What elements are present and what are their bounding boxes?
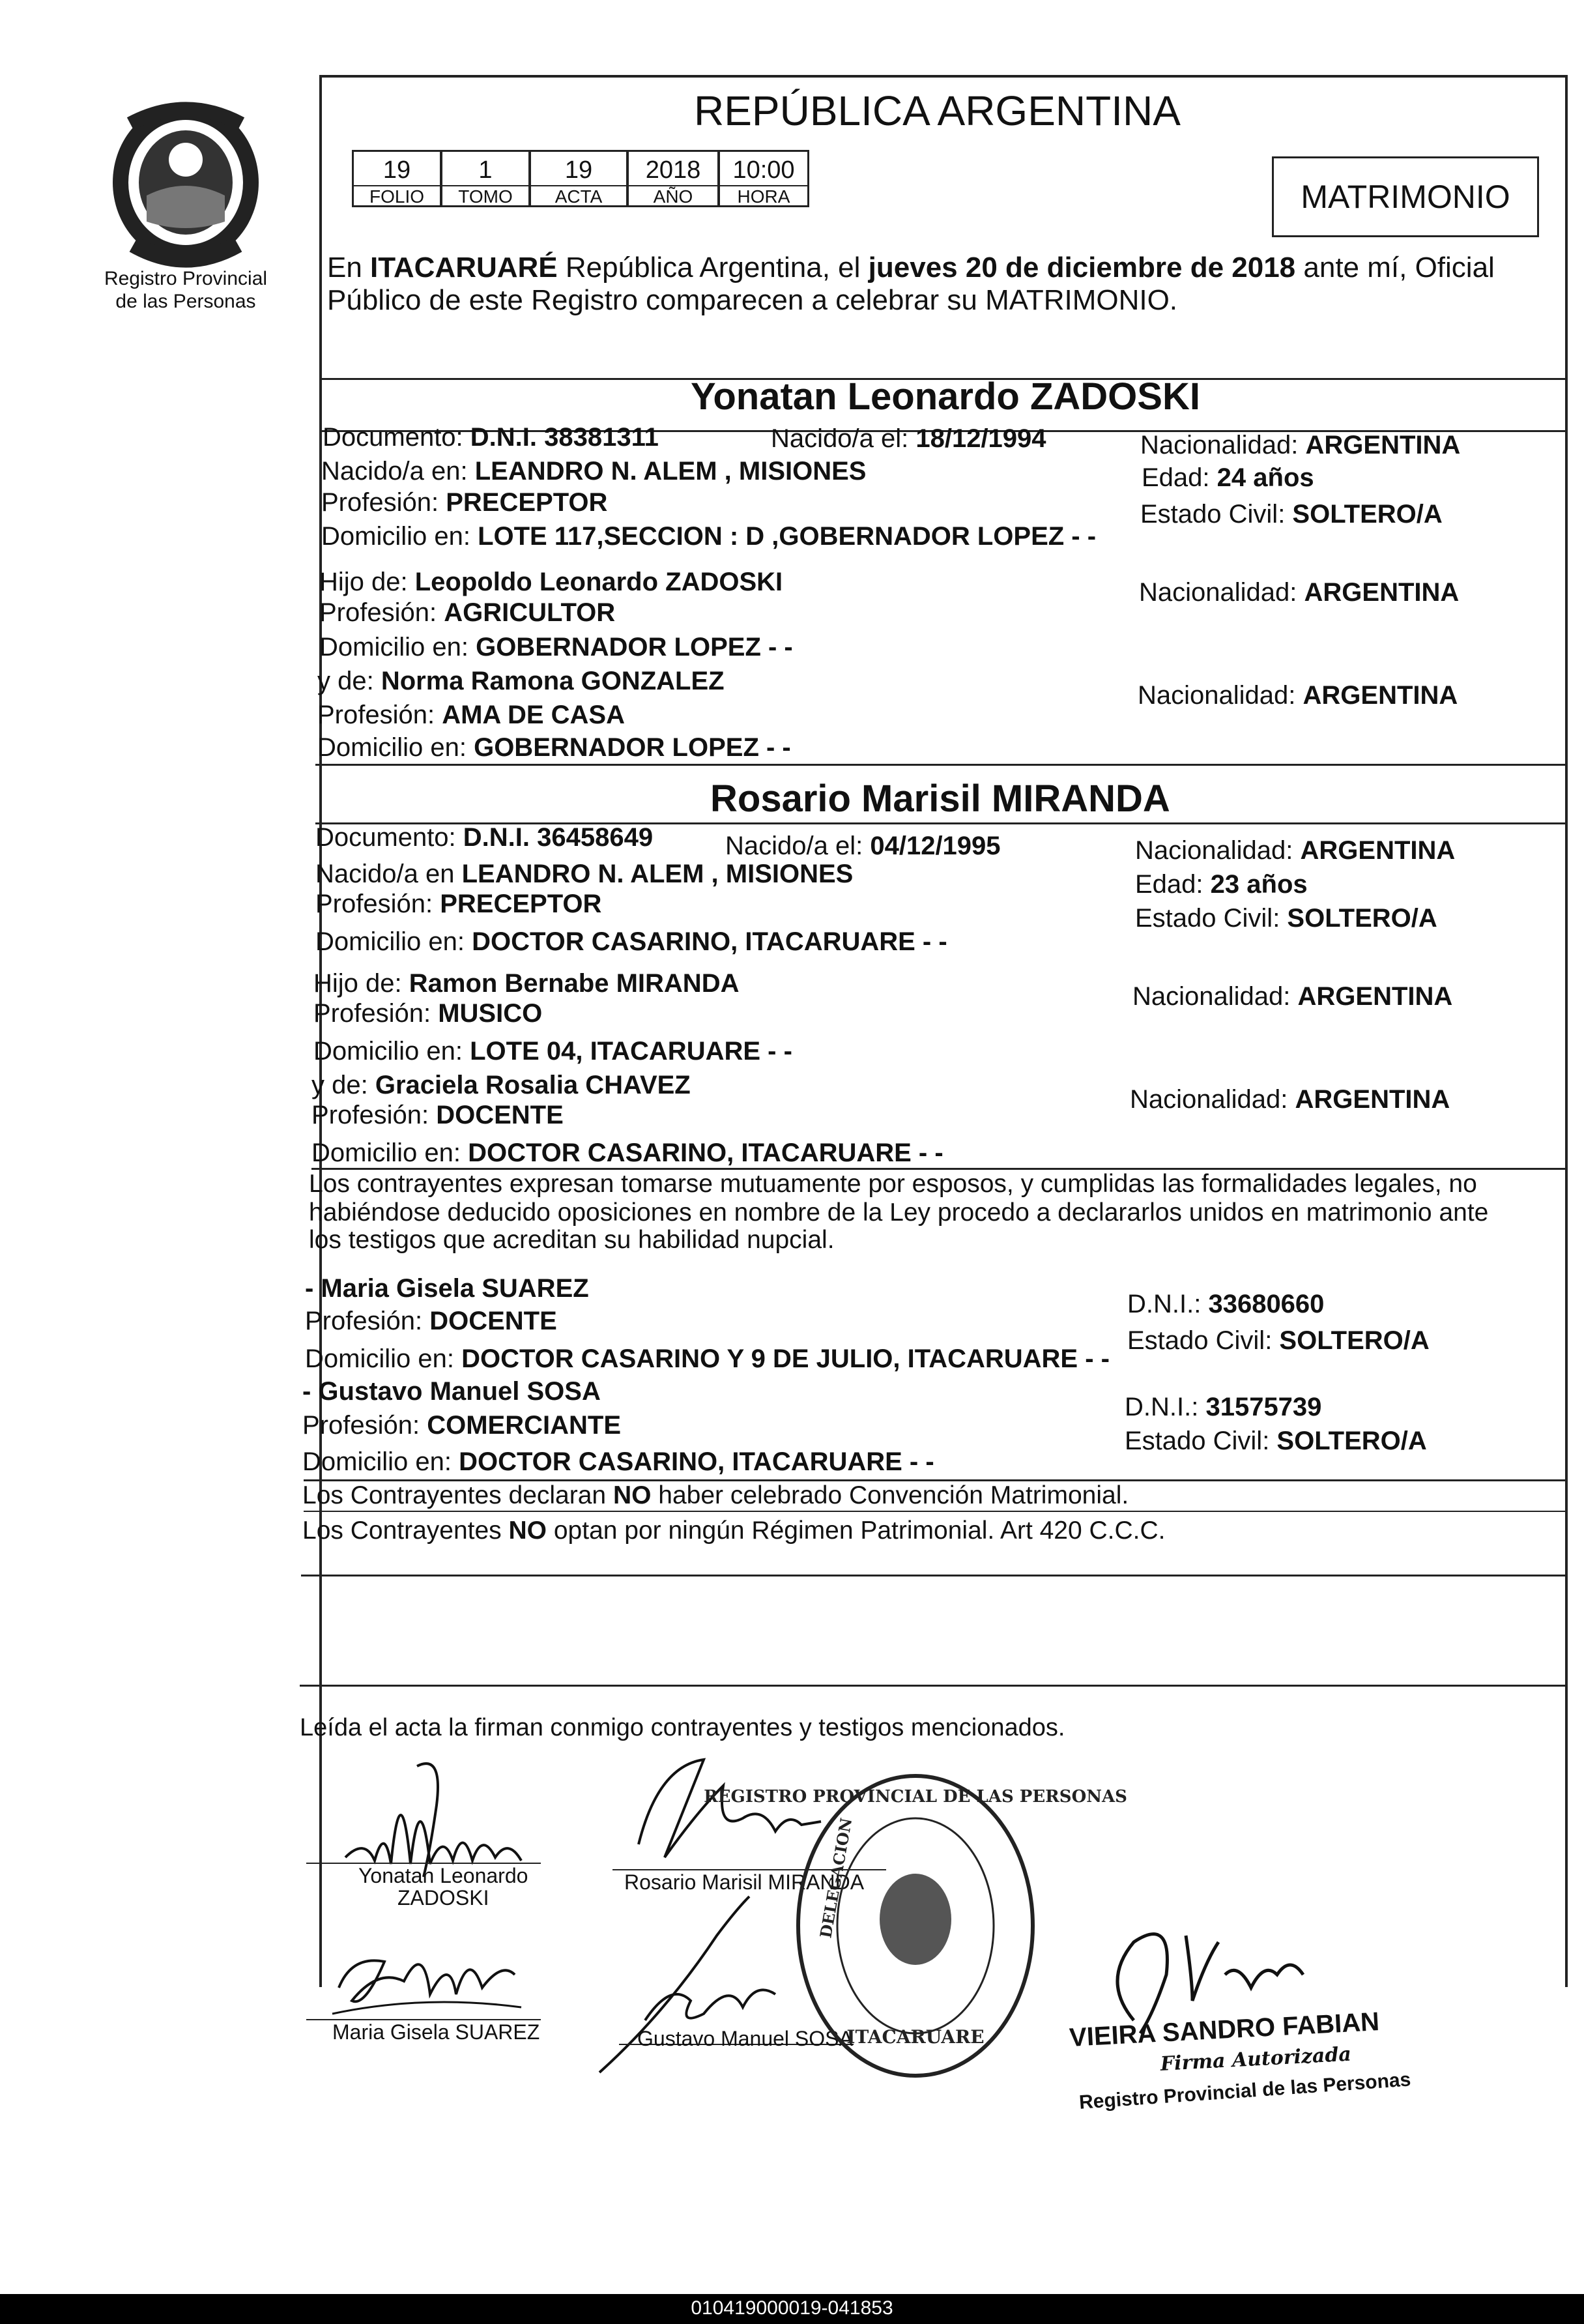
witness-1-name: - Maria Gisela SUAREZ (305, 1274, 589, 1303)
act-type-label: MATRIMONIO (1301, 179, 1510, 215)
intro-city: ITACARUARÉ (370, 252, 558, 283)
declaration-line-2: habiéndose deducido oposiciones en nombre de la Ley procedo a declararlos unidos en matrimonio ante (309, 1198, 1489, 1227)
hora-value: 10:00 (732, 156, 795, 184)
stamp-text: REGISTRO PROVINCIAL DE LAS PERSONAS (704, 1787, 1127, 1807)
registry-label-line1: Registro Provincial (104, 268, 268, 289)
groom-profession: Profesión: PRECEPTOR (321, 488, 608, 517)
signature-witness-1-label: Maria Gisela SUAREZ (332, 2020, 540, 2044)
groom-name: Yonatan Leonardo ZADOSKI (691, 375, 1200, 418)
tomo-label: TOMO (440, 185, 530, 207)
provincial-seal (98, 98, 274, 287)
signature-bride-label: Rosario Marisil MIRANDA (624, 1870, 865, 1894)
bride-mother-nationality: Nacionalidad: ARGENTINA (1130, 1085, 1450, 1114)
intro-line-1: En ITACARUARÉ República Argentina, el jueves 20 de diciembre de 2018 ante mí, Oficial (327, 252, 1495, 283)
official-title: Firma Autorizada (1160, 2042, 1352, 2076)
groom-nationality: Nacionalidad: ARGENTINA (1140, 431, 1461, 459)
convention-line-2: Los Contrayentes NO optan por ningún Régimen Patrimonial. Art 420 C.C.C. (302, 1517, 1166, 1545)
witness-2-name: - Gustavo Manuel SOSA (302, 1377, 601, 1406)
groom-father-nationality: Nacionalidad: ARGENTINA (1139, 578, 1460, 607)
signature-groom-label-1: Yonatan Leonardo (358, 1864, 528, 1887)
witness-1-domicile: Domicilio en: DOCTOR CASARINO Y 9 DE JULIO, ITACARUARE - - (305, 1344, 1110, 1373)
convention-line-1: Los Contrayentes declaran NO haber celebrado Convención Matrimonial. (302, 1481, 1129, 1509)
bride-domicile: Domicilio en: DOCTOR CASARINO, ITACARUARE - - (315, 927, 947, 956)
bride-mother-profession: Profesión: DOCENTE (311, 1101, 564, 1129)
witness-2-civil-status: Estado Civil: SOLTERO/A (1125, 1427, 1427, 1455)
registry-label-line2: de las Personas (115, 291, 256, 312)
barcode-number: 010419000019-041853 (691, 2297, 893, 2319)
signature-groom-label-2: ZADOSKI (397, 1886, 489, 1910)
groom-birthdate: Nacido/a el: 18/12/1994 (771, 424, 1046, 453)
bride-father-nationality: Nacionalidad: ARGENTINA (1132, 982, 1453, 1011)
acta-value: 19 (564, 156, 593, 184)
folio-label: FOLIO (352, 185, 442, 207)
footer-bar (0, 2294, 1584, 2324)
witness-1-dni: D.N.I.: 33680660 (1127, 1290, 1325, 1318)
bride-profession: Profesión: PRECEPTOR (315, 890, 602, 918)
intro-date: jueves 20 de diciembre de 2018 (868, 252, 1296, 283)
groom-father-profession: Profesión: AGRICULTOR (319, 598, 616, 627)
act-type-box (1272, 156, 1539, 237)
bride-mother-domicile: Domicilio en: DOCTOR CASARINO, ITACARUARE - - (311, 1139, 943, 1167)
official-name: VIEIRA SANDRO FABIAN (1069, 2007, 1380, 2052)
ano-label: AÑO (627, 185, 719, 207)
groom-document: Documento: D.N.I. 38381311 (323, 423, 659, 452)
tomo-value: 1 (478, 156, 493, 184)
ano-value: 2018 (645, 156, 701, 184)
bride-father-domicile: Domicilio en: LOTE 04, ITACARUARE - - (313, 1037, 792, 1066)
folio-value: 19 (382, 156, 411, 184)
bride-father-profession: Profesión: MUSICO (313, 999, 543, 1028)
declaration-line-1: Los contrayentes expresan tomarse mutuamente por esposos, y cumplidas las formalidades legales, no (309, 1170, 1477, 1198)
bride-father: Hijo de: Ramon Bernabe MIRANDA (313, 969, 740, 998)
groom-mother: y de: Norma Ramona GONZALEZ (317, 667, 725, 695)
witness-2-profession: Profesión: COMERCIANTE (302, 1411, 621, 1440)
witness-1-profession: Profesión: DOCENTE (305, 1307, 557, 1335)
groom-mother-domicile: Domicilio en: GOBERNADOR LOPEZ - - (317, 733, 791, 762)
witness-1-civil-status: Estado Civil: SOLTERO/A (1127, 1326, 1430, 1355)
hora-label: HORA (718, 185, 809, 207)
bride-document: Documento: D.N.I. 36458649 (315, 823, 654, 852)
groom-domicile: Domicilio en: LOTE 117,SECCION : D ,GOBERNADOR LOPEZ - - (321, 522, 1097, 551)
groom-mother-profession: Profesión: AMA DE CASA (317, 701, 625, 729)
groom-age: Edad: 24 años (1142, 463, 1314, 492)
signature-witness-2-label: Gustavo Manuel SOSA (637, 2027, 853, 2050)
groom-birthplace: Nacido/a en: LEANDRO N. ALEM , MISIONES (321, 457, 867, 486)
official-registry: Registro Provincial de las Personas (1078, 2069, 1412, 2113)
bride-mother: y de: Graciela Rosalia CHAVEZ (311, 1071, 691, 1099)
bride-civil-status: Estado Civil: SOLTERO/A (1135, 904, 1437, 933)
groom-father-domicile: Domicilio en: GOBERNADOR LOPEZ - - (319, 633, 793, 661)
bride-birthplace: Nacido/a en LEANDRO N. ALEM , MISIONES (315, 860, 854, 888)
groom-father: Hijo de: Leopoldo Leonardo ZADOSKI (319, 568, 783, 596)
groom-mother-nationality: Nacionalidad: ARGENTINA (1138, 681, 1458, 710)
bride-nationality: Nacionalidad: ARGENTINA (1135, 836, 1456, 865)
bride-birthdate: Nacido/a el: 04/12/1995 (725, 832, 1001, 860)
groom-civil-status: Estado Civil: SOLTERO/A (1140, 500, 1443, 529)
declaration-line-3: los testigos que acreditan su habilidad nupcial. (309, 1226, 835, 1254)
witness-2-dni: D.N.I.: 31575739 (1125, 1393, 1322, 1421)
bride-name: Rosario Marisil MIRANDA (710, 777, 1170, 820)
intro-line-2: Público de este Registro comparecen a celebrar su MATRIMONIO. (327, 284, 1178, 316)
acta-label: ACTA (529, 185, 628, 207)
witness-2-domicile: Domicilio en: DOCTOR CASARINO, ITACARUARE - - (302, 1447, 934, 1476)
stamp-city: ITACARUARE (846, 2026, 985, 2048)
country-title: REPÚBLICA ARGENTINA (694, 87, 1181, 134)
bride-age: Edad: 23 años (1135, 870, 1308, 899)
stamp-delegacion: DELEGACION (816, 1816, 856, 1940)
signature-read-text: Leída el acta la firman conmigo contrayentes y testigos mencionados. (300, 1714, 1065, 1741)
document-frame (319, 75, 1568, 1987)
